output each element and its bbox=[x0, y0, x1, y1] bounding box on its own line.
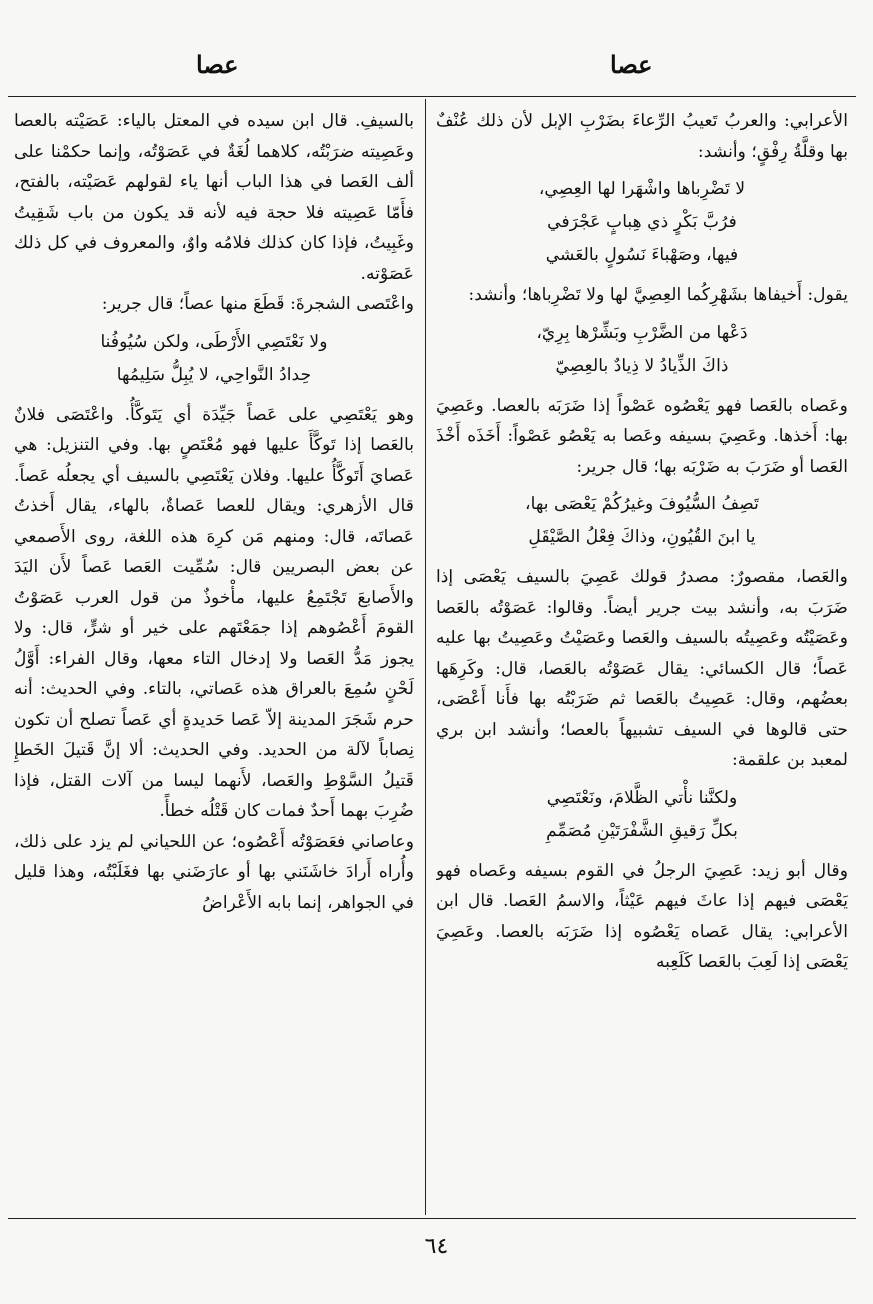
column-divider bbox=[425, 99, 426, 1215]
verse-line: يا ابنَ القُيُونِ، وذاكَ فِعْلُ الصَّيْقَلِ bbox=[528, 527, 756, 547]
verse-line: ولا نَعْتَصِي الأَرْطَى، ولكن سُيُوفُنا bbox=[100, 331, 328, 352]
verse-block bbox=[436, 173, 848, 272]
header-word-left: عصا bbox=[196, 50, 239, 79]
verse-line: حِدادُ النَّواحِي، لا يُبِلُّ سَلِيمُها bbox=[116, 364, 312, 385]
verse-line: ذاكَ الذِّيادُ لا ذِيادٌ بالعِصِيّ bbox=[555, 355, 729, 376]
paragraph: وعاصاني فعَصَوْتُه أَعْصُوه؛ عن اللحياني لم يزد على ذلك، وأُراه أَرادَ خاشَنَني بها أو عارَضَني بها فغَلَبْتُه، وهذا قليل في الجواهر، إنما بابه الأَعْراضُ bbox=[14, 831, 414, 913]
verse-line: فرُبَّ بَكْرٍ ذي هِبابٍ عَجْرَفي bbox=[547, 212, 737, 232]
verse-block bbox=[436, 317, 848, 383]
verse-block bbox=[14, 326, 414, 392]
paragraph: واعْتَصى الشجرةَ: قَطَعَ منها عصاً؛ قال جرير: bbox=[101, 294, 414, 314]
paragraph: بالسيفِ. قال ابن سيده في المعتل بالياء: عَصَيْته بالعصا وعَصِيته ضرَبْتُه، كلاهما لُغَةٌ في عَصَوْتُه، وإنما حكمْنا على ألف العَصا في هذا الباب أنها ياء لقولهم عَصَيْته، بالفتح، فأَمّا عَصِيته فلا حجة فيه لأنه قد يكون من باب شَقِيتُ وغَبِيتُ، فإذا كان كذلك فلامُه واوٌ، والمعروف في كل ذلك عَصَوْته. bbox=[14, 111, 414, 284]
paragraph: وعَصاه بالعَصا فهو يَعْصُوه عَصْواً إذا ضَرَبَه بالعصا. وعَصِيَ بها: أَخذها. وعَصِيَ بسيفه وعَصا به يَعْصُو عَصْواً: أَخَذَه أَخْذَ العَصا أو ضَرَبَ به ضَرْبَه بها؛ قال جرير: bbox=[436, 395, 848, 477]
paragraph: يقول: أَخيفاها بشَهْرِكُما العِصِيَّ لها ولا تَضْرِباها؛ وأنشد: bbox=[468, 285, 848, 305]
paragraph: الأعرابي: والعربُ تَعيبُ الرِّعاءَ بضَرْبِ الإبل لأن ذلك عُنْفٌ بها وقلَّةُ رِفْقٍ؛ وأنشد: bbox=[436, 111, 848, 162]
top-rule bbox=[8, 96, 856, 97]
verse-line: فيها، وصَهْباءَ نَسُولٍ بالعَشي bbox=[545, 245, 739, 265]
verse-block bbox=[436, 782, 848, 848]
verse-block bbox=[436, 488, 848, 554]
paragraph: والعَصا، مقصورٌ: مصدرُ قولك عَصِيَ بالسيف يَعْصَى إذا ضَرَبَ به، وأنشد بيت جرير أيضاً. وقالوا: عَصَوْتُه بالعَصا وعَصَيْتُه وعَصِيتُه بالسيف والعَصا وعَصَيْتُ وعَصِيتُ بها عليه عَصاً؛ قال الكسائي: يقال عَصَوْتُه بالعَصا، قال: وكَرِهَها بعضُهم، وقال: عَصِيتُ بالعَصا ثم ضَرَبْتُه بها فأَنا أَعْصَى، حتى قالوها في السيف تشبيهاً بالعصا؛ وأنشد ابن بري لمعبد بن علقمة: bbox=[436, 567, 848, 770]
verse-line: تَصِفُ السُّيُوفَ وغيرُكُمْ يَعْصَى بها، bbox=[525, 494, 759, 514]
left-column bbox=[14, 106, 414, 1216]
paragraph: وهو يَعْتَصِي على عَصاً جَيِّدَة أي يَتَوكَّأُ. واعْتَصَى فلانٌ بالعَصا إذا تَوكَّأَ عليها فهو مُعْتَصٍ بها. وفي التنزيل: هي عَصايَ أَتَوكَّأُ عليها. وفلان يَعْتَصِي بالسيف أي يجعلُه عَصاً. قال الأزهري: ويقال للعصا عَصاةٌ، بالهاء، يقال أَخذتُ عَصاتَه، قال: ومنهم مَن كرِهَ هذه اللغة، روى الأَصمعي عن بعض البصريين قال: سُمِّيت العَصا عَصاً لأَن اليَدَ والأَصابعَ تَجْتَمِعُ عليها، مأْخوذٌ من قول العرب عَصَوْتُ القومَ أَعْصُوهم إذا جمَعْتَهم على خير أو شرٍّ، قال: ولا يجوز مَدُّ العَصا ولا إدخال التاء معها، وقال الفراء: أَوَّلُ لَحْنٍ سُمِعَ بالعراق هذه عَصاتي، بالتاء. وفي الحديث: أنه حرم شَجَرَ المدينة إلاّ عَصا حَديدةٍ أي عَصاً تصلح أن تكون نِصاباً لآلة من الحديد. وفي الحديث: ألا إنَّ قَتيلَ الخَطإِ قَتيلُ السَّوْطِ والعَصا، لأَنهما ليسا من آلات القتل، فإذا ضُرِبَ بهما أَحدٌ فمات كان قَتْلُه خطأً. bbox=[14, 404, 414, 821]
verse-line: ولكنَّنا نأْتي الظَّلامَ، ونَعْتَصِي bbox=[546, 787, 738, 808]
right-column bbox=[436, 106, 848, 1216]
paragraph: وقال أبو زيد: عَصِيَ الرجلُ في القوم بسيفه وعَصاه فهو يَعْصَى فيهم إذا عاثَ فيهم عَيْثاً، والاسمُ العَصا. قال ابن الأعرابي: يقال عَصاه يَعْصُوه إذا ضَرَبَه بالعصا. وعَصِيَ يَعْصَى إذا لَعِبَ بالعَصا كَلَعِبه bbox=[436, 860, 848, 972]
verse-line: دَعْها من الضَّرْبِ وبَشِّرْها بِرِيّ، bbox=[536, 322, 748, 343]
verse-line: بكلِّ رَقيقِ الشَّفْرَتَيْنِ مُصَمِّمِ bbox=[546, 820, 738, 841]
bottom-rule bbox=[8, 1218, 856, 1219]
header-word-right: عصا bbox=[610, 50, 653, 79]
page-number: ٦٤ bbox=[424, 1234, 449, 1259]
verse-line: لا تَضْرِباها واشْهَرا لها العِصِي، bbox=[538, 179, 746, 199]
